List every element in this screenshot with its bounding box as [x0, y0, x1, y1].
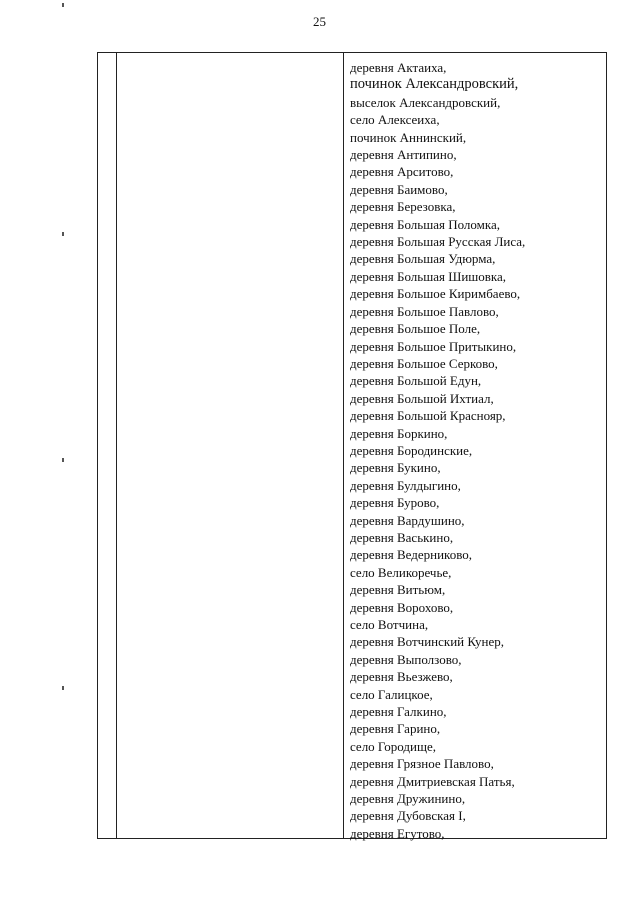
settlement-entry: выселок Александровский,: [350, 94, 501, 110]
settlement-entry: деревня Большое Поле,: [350, 321, 481, 337]
settlement-entry: деревня Выползово,: [350, 651, 462, 667]
settlement-entry: деревня Витьюм,: [350, 582, 446, 598]
settlement-entry: деревня Дружинино,: [350, 791, 466, 807]
settlement-entry: деревня Большое Притыкино,: [350, 338, 517, 354]
settlement-entry: деревня Большое Серково,: [350, 355, 498, 371]
settlement-entry: деревня Большая Русская Лиса,: [350, 234, 526, 250]
settlement-entry: деревня Вардушино,: [350, 512, 465, 528]
settlement-entry: деревня Ворохово,: [350, 599, 454, 615]
settlement-entry: деревня Дмитриевская Патья,: [350, 773, 515, 789]
settlement-entry: деревня Галкино,: [350, 704, 447, 720]
settlement-entry: село Вотчина,: [350, 617, 429, 632]
settlement-entry: деревня Ведерниково,: [350, 547, 473, 563]
margin-mark: [62, 686, 64, 690]
settlement-list: [350, 59, 602, 842]
settlement-entry: деревня Букино,: [350, 460, 441, 476]
settlement-entry: деревня Бурово,: [350, 495, 440, 511]
settlement-entry: деревня Боркино,: [350, 425, 448, 441]
settlement-entry: деревня Актаиха,: [350, 60, 447, 75]
settlement-entry: деревня Булдыгино,: [350, 477, 461, 493]
settlement-entry: деревня Березовка,: [350, 199, 456, 215]
settlement-entry: деревня Большая Удюрма,: [350, 251, 496, 267]
settlement-entry: деревня Арситово,: [350, 164, 454, 180]
settlement-entry: деревня Большая Шишовка,: [350, 268, 507, 284]
settlement-entry: деревня Грязное Павлово,: [350, 756, 494, 772]
margin-mark: [62, 458, 64, 462]
settlement-entry: село Городище,: [350, 738, 437, 754]
margin-mark: [62, 3, 64, 7]
settlement-entry: село Алексеиха,: [350, 112, 440, 128]
settlement-entry: деревня Гарино,: [350, 721, 441, 737]
settlement-entry: починок Александровский,: [350, 76, 519, 93]
settlement-entry: деревня Бородинские,: [350, 442, 473, 458]
settlements-table: [97, 52, 607, 839]
settlement-entry: деревня Егутово,: [350, 825, 445, 841]
settlement-entry: деревня Вотчинский Кунер,: [350, 634, 505, 650]
margin-mark: [62, 232, 64, 236]
settlement-entry: деревня Вьезжево,: [350, 669, 453, 685]
settlement-entry: деревня Большое Павлово,: [350, 303, 499, 319]
settlement-entry: село Галицкое,: [350, 686, 433, 702]
settlement-entry: деревня Антипино,: [350, 147, 457, 163]
settlement-entry: деревня Большой Едун,: [350, 373, 482, 389]
settlement-entry: село Великоречье,: [350, 564, 452, 580]
settlement-entry: деревня Васькино,: [350, 529, 454, 545]
settlement-entry: починок Аннинский,: [350, 129, 467, 145]
settlement-entry: деревня Большой Краснояр,: [350, 408, 506, 424]
settlement-entry: деревня Большое Киримбаево,: [350, 286, 521, 302]
settlement-entry: деревня Дубовская I,: [350, 808, 466, 824]
column-divider: [343, 53, 344, 838]
column-divider: [116, 53, 117, 838]
settlement-entry: деревня Баимово,: [350, 181, 448, 197]
page-number: 25: [313, 14, 326, 29]
settlement-entry: деревня Большая Поломка,: [350, 216, 501, 232]
settlement-entry: деревня Большой Ихтиал,: [350, 390, 494, 406]
